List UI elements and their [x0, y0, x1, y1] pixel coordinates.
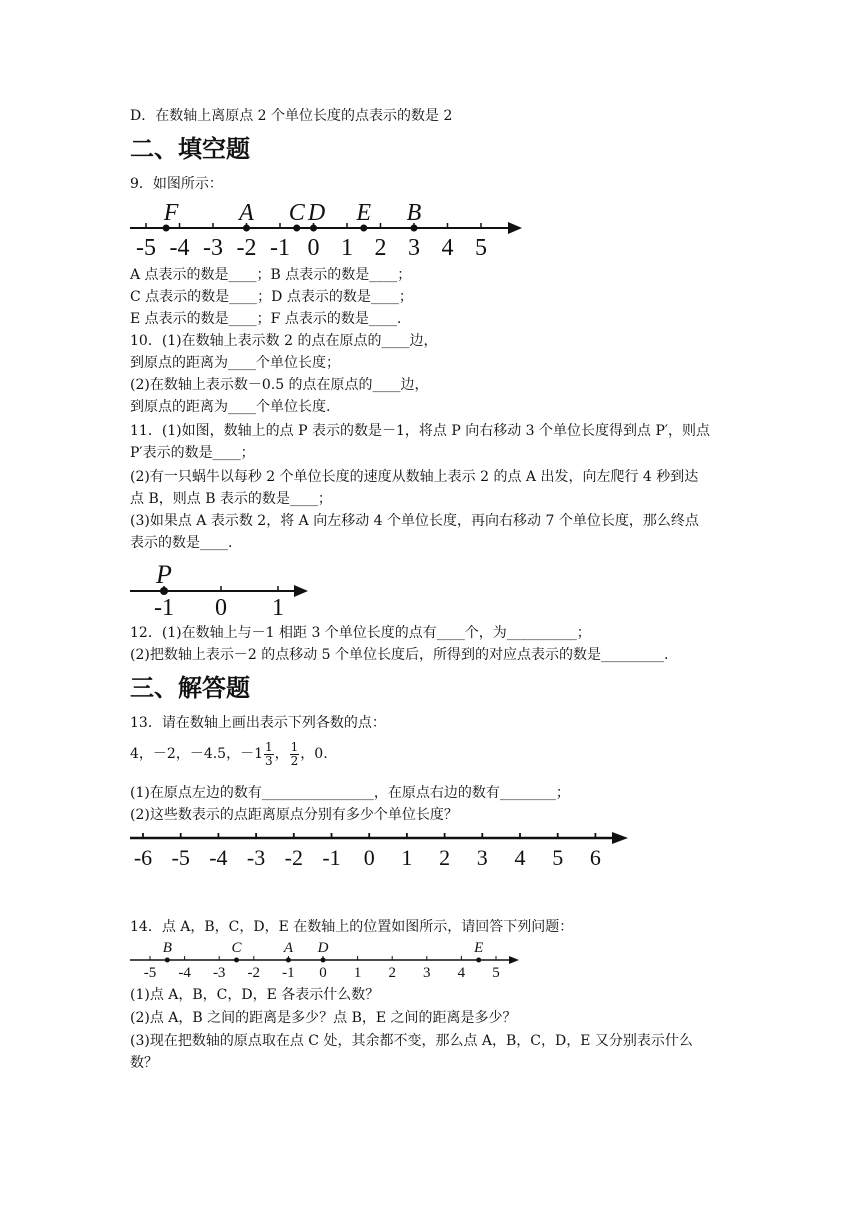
q13-fraction-one-third [264, 741, 274, 768]
q14-tick-label: -4 [178, 965, 191, 981]
q9-point-label: F [163, 200, 179, 226]
q10-line2: 到原点的距离为____个单位长度； [130, 355, 340, 371]
q13-stem: 13．请在数轴上画出表示下列各数的点： [130, 715, 386, 731]
q14-point-label: E [474, 940, 484, 956]
q9-point-label: D [307, 200, 326, 226]
q11-line5: (3)如果点 A 表示数 2，将 A 向左移动 4 个单位长度，再向右移动 7 个单位长度，那么终点 [130, 513, 699, 529]
q14-tick-label: 1 [353, 965, 362, 981]
q12-line2: (2)把数轴上表示－2 的点移动 5 个单位长度后，所得到的对应点表示的数是_________. [130, 647, 669, 663]
q10-line1: 10．(1)在数轴上表示数 2 的点在原点的____边， [130, 333, 438, 349]
q8-option-d: D．在数轴上离原点 2 个单位长度的点表示的数是 2 [130, 108, 453, 124]
q9-stem: 9．如图所示： [130, 176, 223, 192]
q11-tick-label: 0 [215, 595, 227, 621]
q9-point-label: E [356, 200, 372, 226]
q13-tick-label: 1 [401, 845, 413, 870]
q11-line1: 11．(1)如图，数轴上的点 P 表示的数是－1，将点 P 向右移动 3 个单位长度得到点 P′，则点 [130, 423, 711, 439]
q9-tick-label: 3 [408, 235, 420, 261]
q14-stem: 14．点 A，B，C，D，E 在数轴上的位置如图所示，请回答下列问题： [130, 919, 574, 935]
frac1-numerator: 1 [265, 739, 273, 754]
q9-line3: E 点表示的数是____；F 点表示的数是____. [130, 311, 402, 327]
q13-tick-label: 5 [552, 845, 564, 870]
frac1-denominator: 3 [265, 753, 273, 768]
q11-tick-label: 1 [272, 595, 284, 621]
q9-axis-arrow [508, 222, 522, 234]
q10-line3: (2)在数轴上表示数－0.5 的点在原点的____边， [130, 377, 429, 393]
q13-tick-label: 4 [514, 845, 526, 870]
q13-fraction-one-half [290, 741, 300, 768]
section2-title: 二、填空题 [130, 135, 250, 163]
q13-separator: ， [274, 746, 289, 762]
q14-axis-arrow [509, 956, 519, 964]
q14-point-label: C [231, 940, 242, 956]
q11-point-label: P [156, 560, 172, 589]
q14-point-e [476, 958, 481, 963]
q14-line2: (2)点 A，B 之间的距离是多少？点 B，E 之间的距离是多少？ [130, 1010, 517, 1026]
q9-tick-label: -5 [136, 235, 156, 261]
q14-tick-label: -3 [212, 965, 226, 981]
q14-tick-label: -2 [247, 965, 261, 981]
q14-point-a [286, 958, 291, 963]
q14-point-label: B [162, 940, 172, 956]
q14-point-c [234, 958, 239, 963]
q13-tick-label: -2 [284, 845, 303, 870]
q9-tick-label: -1 [270, 235, 290, 261]
q12-line1: 12．(1)在数轴上与－1 相距 3 个单位长度的点有____个，为__________； [130, 625, 591, 641]
q14-tick-label: 3 [423, 965, 431, 981]
q11-line4: 点 B，则点 B 表示的数是____； [130, 491, 332, 507]
q11-line2: P′表示的数是____； [130, 445, 255, 461]
q13-line1: (1)在原点左边的数有________________，在原点右边的数有________； [130, 785, 570, 801]
q14-tick-label: 4 [457, 965, 466, 981]
q9-tick-label: -3 [203, 235, 223, 261]
q9-tick-label: 5 [475, 235, 487, 261]
q14-line4: 数？ [130, 1055, 158, 1071]
section3-title: 三、解答题 [130, 674, 250, 702]
q14-line3: (3)现在把数轴的原点取在点 C 处，其余都不变，那么点 A，B，C，D，E 又分别表示什么 [130, 1033, 693, 1049]
frac2-numerator: 1 [290, 739, 299, 754]
q9-tick-label: -2 [236, 235, 257, 261]
q13-numbers [130, 740, 328, 768]
q13-tick-label: -4 [209, 845, 228, 870]
q13-tick-label: -5 [171, 845, 190, 870]
q13-tick-label: -3 [246, 845, 266, 870]
q9-tick-label: 4 [441, 235, 454, 261]
q13-tick-label: 2 [439, 845, 451, 870]
q14-tick-label: 0 [319, 965, 327, 981]
q9-line2: C 点表示的数是____；D 点表示的数是____； [130, 289, 413, 305]
q13-tick-label: 0 [363, 845, 375, 870]
q13-number-line [130, 832, 628, 870]
q9-tick-label: 2 [374, 235, 387, 261]
q14-number-line [130, 940, 519, 981]
q9-number-line [130, 200, 522, 261]
q13-tick-label: -1 [322, 845, 341, 870]
q9-point-label: B [406, 200, 422, 226]
q14-tick-label: -1 [282, 965, 295, 981]
q9-tick-label: -4 [169, 235, 190, 261]
q13-numbers-b: ，0. [300, 746, 328, 762]
q13-line2: (2)这些数表示的点距离原点分别有多少个单位长度？ [130, 807, 458, 823]
q11-number-line [130, 560, 308, 621]
q14-point-d [321, 958, 326, 963]
q11-line6: 表示的数是____. [130, 535, 233, 551]
q11-line3: (2)有一只蜗牛以每秒 2 个单位长度的速度从数轴上表示 2 的点 A 出发，向左爬行 4 秒到达 [130, 469, 699, 485]
q13-tick-label: 6 [589, 845, 601, 870]
q14-point-label: A [283, 940, 293, 956]
q14-point-label: D [317, 940, 329, 956]
q9-point-label: C [288, 200, 305, 226]
q14-tick-label: 5 [492, 965, 500, 981]
q9-line1: A 点表示的数是____；B 点表示的数是____； [130, 267, 412, 283]
q14-point-b [165, 958, 170, 963]
q14-tick-label: 2 [388, 965, 396, 981]
q13-tick-label: -6 [133, 845, 153, 870]
q11-tick-label: -1 [154, 595, 174, 621]
q9-tick-label: 0 [307, 235, 320, 261]
q9-tick-label: 1 [341, 235, 353, 261]
q10-line4: 到原点的距离为____个单位长度. [130, 399, 331, 415]
q13-numbers-a: 4，－2，－4.5，－1 [130, 746, 263, 762]
q9-point-label: A [239, 200, 254, 226]
q13-tick-label: 3 [476, 845, 488, 870]
q14-line1: (1)点 A，B，C，D，E 各表示什么数？ [130, 987, 380, 1003]
q14-tick-label: -5 [143, 965, 157, 981]
q13-axis-arrow [612, 832, 628, 844]
q11-axis-arrow [294, 585, 308, 597]
frac2-denominator: 2 [290, 753, 299, 768]
